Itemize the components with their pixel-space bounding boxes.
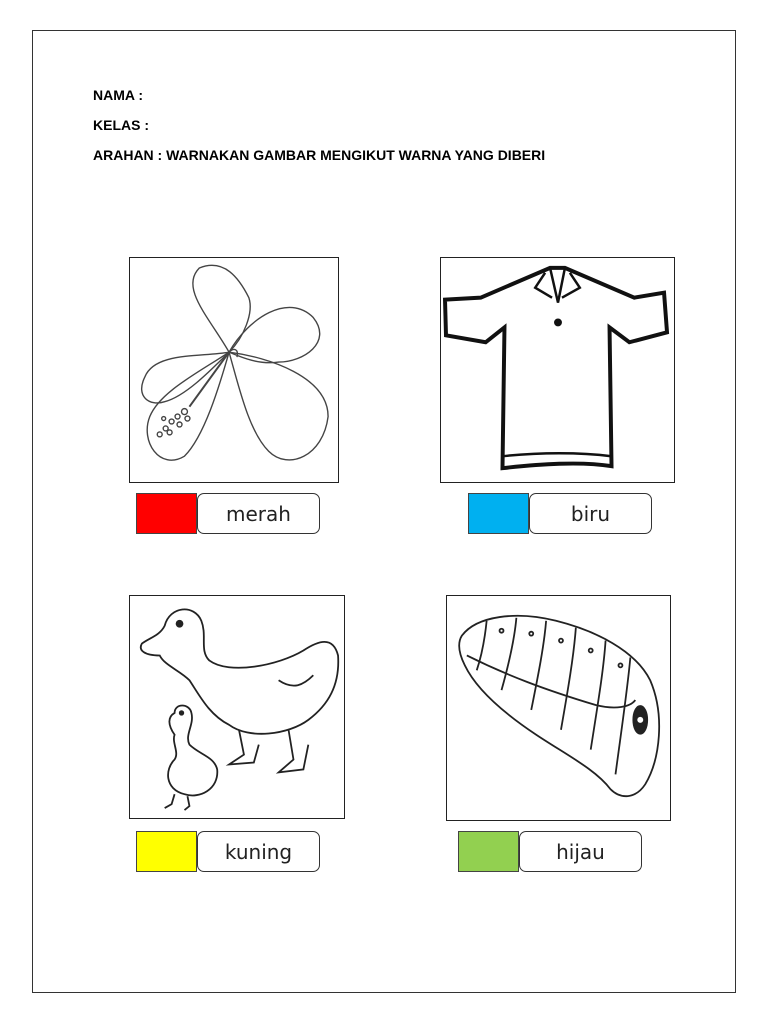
ducks-picture [129, 595, 345, 819]
color-word-label: kuning [197, 831, 320, 872]
color-swatch [136, 831, 197, 872]
color-word-label: biru [529, 493, 652, 534]
hibiscus-flower-picture [129, 257, 339, 483]
name-label: NAMA : [93, 87, 144, 103]
color-swatch [458, 831, 519, 872]
class-label: KELAS : [93, 117, 149, 133]
instruction-text: ARAHAN : WARNAKAN GAMBAR MENGIKUT WARNA YANG DIBERI [93, 147, 546, 163]
shirt-picture [440, 257, 675, 483]
color-word-label: hijau [519, 831, 642, 872]
caterpillar-picture [446, 595, 671, 821]
color-word-label: merah [197, 493, 320, 534]
color-swatch [468, 493, 529, 534]
color-swatch [136, 493, 197, 534]
